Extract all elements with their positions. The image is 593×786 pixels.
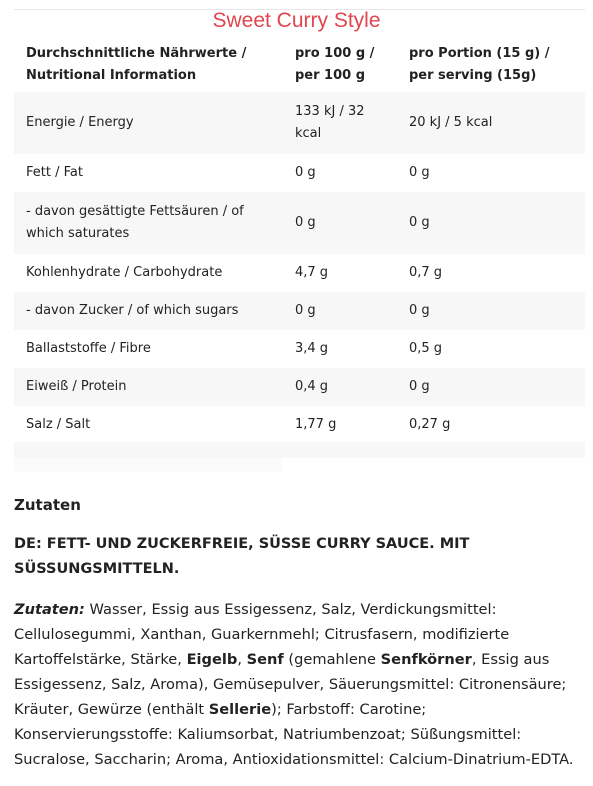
page-title: Sweet Curry Style	[212, 9, 381, 32]
table-header-row	[14, 38, 585, 92]
ingredients-segment: ); Farbstoff: Carotine; Konservierungsstoffe: Kaliumsorbat, Natriumbenzoat; Süßungsmittel: Sucralose, Saccharin; Aroma, Antioxidationsmittel: Calcium-Dinatrium-EDTA.	[14, 701, 574, 768]
ingredients-segment: ,	[237, 651, 247, 668]
ingredients-label: Zutaten:	[14, 601, 85, 618]
value-per-portion: 0 g	[397, 368, 585, 406]
nutrient-name: - davon Zucker / of which sugars	[14, 292, 283, 330]
allergen-highlight: Senf	[246, 651, 284, 668]
nutrient-name: Fett / Fat	[26, 165, 83, 180]
value-per-portion: 20 kJ / 5 kcal	[397, 92, 585, 154]
table-row	[14, 254, 585, 292]
allergen-highlight: Eigelb	[186, 651, 238, 668]
value-per-100g: 0 g	[283, 192, 397, 254]
table-row	[14, 154, 585, 192]
nutrient-name: Eiweiß / Protein	[14, 368, 283, 406]
value-per-100g: 133 kJ / 32 kcal	[283, 92, 397, 154]
nutrient-name: - davon gesättigte Fettsäuren / of which saturates	[14, 192, 283, 254]
value-per-portion: 0,5 g	[409, 341, 443, 356]
allergen-highlight: Senfkörner	[380, 651, 472, 668]
value-per-100g: 0,4 g	[283, 368, 397, 406]
value-per-portion: 0 g	[397, 192, 585, 254]
nutrition-table	[14, 38, 585, 444]
value-per-100g: 4,7 g	[295, 265, 329, 280]
table-row	[14, 330, 585, 368]
table-footer-band	[14, 458, 283, 472]
value-per-100g: 0 g	[295, 165, 316, 180]
table-footer-band	[14, 442, 585, 458]
value-per-portion: 0,7 g	[409, 265, 443, 280]
value-per-100g: 1,77 g	[295, 417, 337, 432]
nutrient-name: Kohlenhydrate / Carbohydrate	[26, 265, 223, 280]
value-per-100g: 0 g	[283, 292, 397, 330]
header-nutrient: Durchschnittliche Nährwerte / Nutritional Information	[26, 46, 247, 83]
product-description: DE: FETT- UND ZUCKERFREIE, SÜSSE CURRY SAUCE. MIT SÜSSUNGSMITTELN.	[14, 536, 470, 577]
header-per-100g: pro 100 g / per 100 g	[295, 46, 375, 83]
value-per-portion: 0,27 g	[409, 417, 451, 432]
table-row	[14, 192, 585, 254]
value-per-100g: 3,4 g	[295, 341, 329, 356]
nutrient-name: Ballaststoffe / Fibre	[26, 341, 151, 356]
value-per-portion: 0 g	[409, 165, 430, 180]
ingredients-heading: Zutaten	[14, 496, 81, 514]
ingredients-segment: , Essig aus Essigessenz, Salz, Aroma), Gemüsepulver, Säuerungsmittel: Citronensäure; Kräuter, Gewürze (enthält	[14, 651, 567, 718]
table-row	[14, 92, 585, 154]
allergen-highlight: Sellerie	[208, 701, 272, 718]
header-per-portion: pro Portion (15 g) / per serving (15g)	[409, 46, 550, 83]
table-row	[14, 368, 585, 406]
ingredients-segment: Wasser, Essig aus Essigessenz, Salz, Verdickungsmittel: Cellulosegummi, Xanthan, Guarkernmehl; Citrusfasern, modifizierte Kartoffelstärke, Stärke,	[14, 601, 510, 668]
ingredients-segment: (gemahlene	[283, 651, 381, 668]
ingredients-text	[14, 597, 586, 772]
nutrient-name: Salz / Salt	[26, 417, 91, 432]
nutrient-name: Energie / Energy	[14, 92, 283, 154]
value-per-portion: 0 g	[397, 292, 585, 330]
table-row	[14, 406, 585, 444]
table-row	[14, 292, 585, 330]
